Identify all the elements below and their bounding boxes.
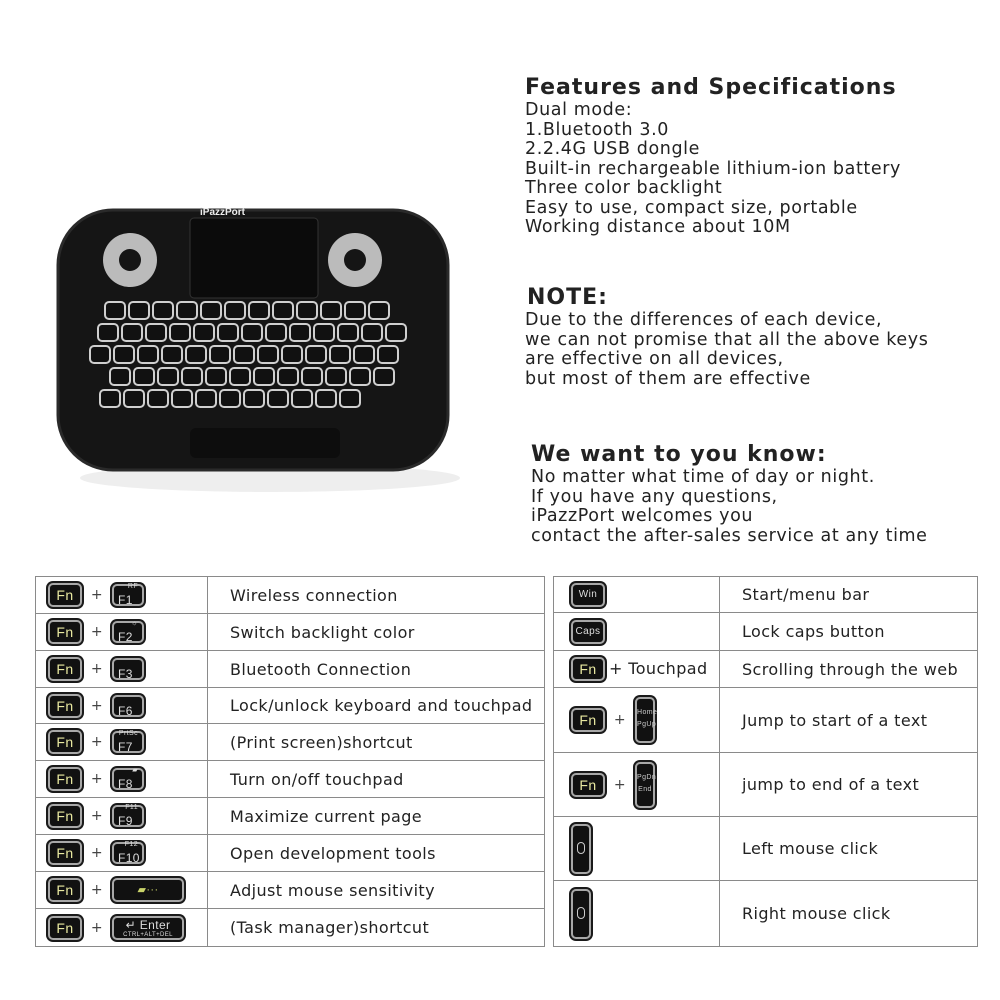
function-key-sublabel: RF (127, 583, 138, 590)
caps-key (571, 620, 605, 644)
keyboard-key (292, 390, 312, 407)
table-row (554, 881, 978, 947)
svg-text:iPazzPort: iPazzPort (200, 207, 246, 218)
keyboard-key (225, 302, 245, 319)
know-line: iPazzPort welcomes you (531, 506, 754, 526)
know-title: We want to you know: (531, 442, 827, 467)
key-combo-cell (36, 577, 208, 614)
keyboard-product-image (50, 200, 460, 500)
right-shortcut-table (553, 576, 978, 947)
keyboard-key (290, 324, 310, 341)
fn-key-label: Fn (579, 776, 597, 793)
table-row (36, 872, 545, 909)
plus-sign: + (90, 661, 104, 677)
function-key (112, 731, 144, 753)
table-row (554, 753, 978, 817)
fn-key (571, 657, 605, 681)
function-key-label: F8 (118, 777, 133, 791)
keyboard-key (138, 346, 158, 363)
table-row (36, 909, 545, 947)
note-line: Due to the differences of each device, (525, 310, 883, 330)
keyboard-key (362, 324, 382, 341)
plus-sign: + (613, 712, 627, 728)
shortcut-description: Lock caps button (720, 613, 978, 651)
keyboard-key (122, 324, 142, 341)
table-row (36, 835, 545, 872)
fn-key-label: Fn (56, 882, 74, 898)
fn-key-label: Fn (56, 845, 74, 861)
keyboard-key (378, 346, 398, 363)
key-combo-cell (36, 724, 208, 761)
fn-key (571, 773, 605, 797)
fn-key (48, 767, 82, 791)
keyboard-key (194, 324, 214, 341)
fn-key (48, 916, 82, 940)
keyboard-key (148, 390, 168, 407)
keyboard-key (177, 302, 197, 319)
keyboard-key (258, 346, 278, 363)
key-combo-cell (36, 798, 208, 835)
plus-sign: + (90, 808, 104, 824)
keyboard-key (230, 368, 250, 385)
function-key-label: ▰··· (137, 884, 159, 896)
keyboard-key (206, 368, 226, 385)
keyboard-key (170, 324, 190, 341)
fn-key (48, 657, 82, 681)
keyboard-key (278, 368, 298, 385)
function-key-label: F3 (118, 667, 133, 681)
page-key-label: End (638, 785, 652, 793)
fn-key-label: Fn (56, 661, 74, 677)
key-label: Caps (575, 625, 601, 637)
function-key (112, 695, 144, 717)
plus-sign: + (90, 882, 104, 898)
fn-key (48, 841, 82, 865)
fn-key-label: Fn (56, 587, 74, 603)
key-combo-cell (36, 651, 208, 688)
shortcut-description: Right mouse click (720, 881, 978, 947)
keyboard-key (124, 390, 144, 407)
fn-key (48, 878, 82, 902)
key-combo-cell (36, 688, 208, 724)
plus-sign: + (90, 734, 104, 750)
fn-key-label: Fn (56, 771, 74, 787)
shortcut-description: (Task manager)shortcut (208, 909, 545, 947)
keyboard-key (162, 346, 182, 363)
features-line: Built-in rechargeable lithium-ion battery (525, 158, 902, 179)
fn-key (48, 730, 82, 754)
shortcut-description: jump to end of a text (720, 753, 978, 817)
key-combo-cell (36, 761, 208, 798)
shortcut-description: Scrolling through the web (720, 651, 978, 688)
key-combo-cell (554, 613, 720, 651)
key-combo-cell (554, 817, 720, 881)
table-row (36, 651, 545, 688)
keyboard-key (114, 346, 134, 363)
sublabel-wrap (132, 766, 138, 776)
page-key (635, 762, 655, 808)
function-key-sublabel: F12 (124, 841, 138, 848)
function-key (112, 878, 184, 902)
function-key-label: F10 (118, 851, 140, 865)
fn-key-label: Fn (56, 919, 74, 936)
table-row (554, 613, 978, 651)
function-key-label: ↵ Enter (125, 917, 171, 932)
function-key (112, 842, 144, 864)
keyboard-key (134, 368, 154, 385)
key-combo-cell (36, 872, 208, 909)
keyboard-key (345, 302, 365, 319)
note-line: are effective on all devices, (525, 349, 784, 369)
keyboard-key (105, 302, 125, 319)
left-shortcut-table (35, 576, 545, 947)
features-line: Three color backlight (525, 178, 723, 198)
shortcut-description: Switch backlight color (208, 614, 545, 651)
plus-sign: + (90, 771, 104, 787)
plus-sign: + (90, 697, 104, 714)
table-row (36, 798, 545, 835)
function-key (112, 916, 184, 940)
shortcut-description: Start/menu bar (720, 577, 978, 613)
keyboard-key (234, 346, 254, 363)
function-key-sublabel: F11 (125, 804, 138, 811)
keyboard-key (244, 390, 264, 407)
note-line: but most of them are effective (525, 368, 811, 389)
features-line: 1.Bluetooth 3.0 (525, 119, 670, 140)
keyboard-key (146, 324, 166, 341)
keyboard-key (266, 324, 286, 341)
know-section (531, 442, 928, 546)
table-row (36, 761, 545, 798)
function-key-sublabel: ▰ (132, 767, 138, 774)
keyboard-key (100, 390, 120, 407)
key-combo-cell (554, 651, 720, 688)
keyboard-key (386, 324, 406, 341)
table-row (554, 651, 978, 688)
keyboard-key (98, 324, 118, 341)
key-combo-cell (36, 614, 208, 651)
keyboard-key (268, 390, 288, 407)
keyboard-key (316, 390, 336, 407)
page-key-label: PgDn (637, 773, 657, 781)
keyboard-key (326, 368, 346, 385)
fn-key-label: Fn (56, 697, 74, 714)
keyboard-key (330, 346, 350, 363)
fn-key (48, 620, 82, 644)
function-key (112, 658, 144, 680)
sublabel-wrap (119, 729, 138, 739)
fn-key (48, 694, 82, 718)
mouse-icon (577, 842, 585, 854)
keyboard-key (302, 368, 322, 385)
features-line: Easy to use, compact size, portable (525, 197, 858, 218)
page-key-label: Home (637, 709, 658, 716)
function-key-label: F6 (118, 703, 133, 718)
keyboard-key (218, 324, 238, 341)
features-title: Features and Specifications (525, 75, 897, 100)
function-key-sublabel: CTRL+ALT+DEL (123, 931, 173, 938)
keyboard-key (182, 368, 202, 385)
keyboard-key (153, 302, 173, 319)
key-combo-cell (554, 688, 720, 753)
sublabel-wrap (131, 619, 138, 629)
fn-key-label: Fn (56, 808, 74, 824)
keyboard-key (306, 346, 326, 363)
fn-key-label: Fn (579, 712, 597, 728)
table-row (36, 688, 545, 724)
key-combo-cell (554, 577, 720, 613)
keyboard-key (158, 368, 178, 385)
plus-sign: + (90, 845, 104, 861)
sublabel-wrap (125, 803, 138, 813)
shortcut-description: (Print screen)shortcut (208, 724, 545, 761)
keyboard-key (172, 390, 192, 407)
key-combo-cell (554, 753, 720, 817)
shortcut-description: Left mouse click (720, 817, 978, 881)
features-section (525, 75, 901, 238)
table-row (36, 614, 545, 651)
note-title: NOTE: (527, 285, 608, 310)
plus-sign: + (90, 919, 104, 936)
function-key (112, 584, 144, 606)
keyboard-key (249, 302, 269, 319)
keyboard-key (210, 346, 230, 363)
function-key (112, 621, 144, 643)
know-line: No matter what time of day or night. (531, 467, 875, 487)
keyboard-key (314, 324, 334, 341)
know-line: If you have any questions, (531, 486, 778, 507)
table-row (36, 724, 545, 761)
page-key-label: PgUp (637, 721, 657, 728)
keyboard-key (374, 368, 394, 385)
keyboard-key (220, 390, 240, 407)
table-row (36, 577, 545, 614)
function-key (112, 768, 144, 790)
fn-key (571, 708, 605, 732)
table-row (554, 577, 978, 613)
shortcut-description: Open development tools (208, 835, 545, 872)
features-line: Working distance about 10M (525, 217, 791, 237)
plus-sign: + (613, 776, 627, 793)
sublabel-wrap (128, 582, 138, 592)
function-key-label: F7 (118, 740, 133, 754)
keyboard-key (369, 302, 389, 319)
shortcut-description: Lock/unlock keyboard and touchpad (208, 688, 545, 724)
keyboard-key (273, 302, 293, 319)
note-line: we can not promise that all the above keys (525, 329, 929, 350)
keyboard-key (254, 368, 274, 385)
shortcut-description: Wireless connection (208, 577, 545, 614)
fn-key-label: Fn (56, 624, 74, 640)
shortcut-description: Turn on/off touchpad (208, 761, 545, 798)
know-line: contact the after-sales service at any time (531, 525, 928, 546)
keyboard-key (321, 302, 341, 319)
key-label: Win (578, 588, 598, 600)
mouse-left-key (571, 824, 591, 874)
shortcut-description: Jump to start of a text (720, 688, 978, 753)
keyboard-key (354, 346, 374, 363)
touchpad-label: + Touchpad (609, 658, 708, 678)
keyboard-key (338, 324, 358, 341)
keyboard-key (196, 390, 216, 407)
note-section (527, 285, 928, 389)
function-key-sublabel: ☼ (131, 620, 138, 627)
function-key-sublabel: PrtSc (118, 730, 138, 737)
function-key-label: F9 (118, 814, 133, 828)
fn-key-label: Fn (579, 661, 597, 677)
keyboard-key (350, 368, 370, 385)
fn-key (48, 804, 82, 828)
shortcut-description: Bluetooth Connection (208, 651, 545, 688)
shortcut-description: Adjust mouse sensitivity (208, 872, 545, 909)
features-line: 2.2.4G USB dongle (525, 139, 700, 159)
plus-sign: + (90, 587, 104, 603)
keyboard-key (129, 302, 149, 319)
keyboard-key (186, 346, 206, 363)
function-key-label: F1 (118, 593, 133, 607)
shortcut-description: Maximize current page (208, 798, 545, 835)
function-key (112, 805, 144, 827)
keyboard-key (297, 302, 317, 319)
keyboard-key (282, 346, 302, 363)
keyboard-key (242, 324, 262, 341)
plus-sign: + (90, 624, 104, 640)
table-row (554, 688, 978, 753)
mouse-right-key (571, 889, 591, 939)
table-row (554, 817, 978, 881)
function-key-label: F2 (118, 630, 133, 644)
key-combo-cell (36, 835, 208, 872)
fn-key (48, 583, 82, 607)
keyboard-key (340, 390, 360, 407)
page-key (635, 697, 658, 743)
fn-key-label: Fn (56, 734, 74, 750)
features-line: Dual mode: (525, 100, 633, 120)
sublabel-wrap (125, 840, 138, 850)
key-combo-cell (554, 881, 720, 947)
keyboard-key (201, 302, 221, 319)
keyboard-key (110, 368, 130, 385)
win-key (571, 583, 605, 607)
mouse-icon (577, 907, 585, 919)
key-combo-cell (36, 909, 208, 947)
keyboard-key (90, 346, 110, 363)
